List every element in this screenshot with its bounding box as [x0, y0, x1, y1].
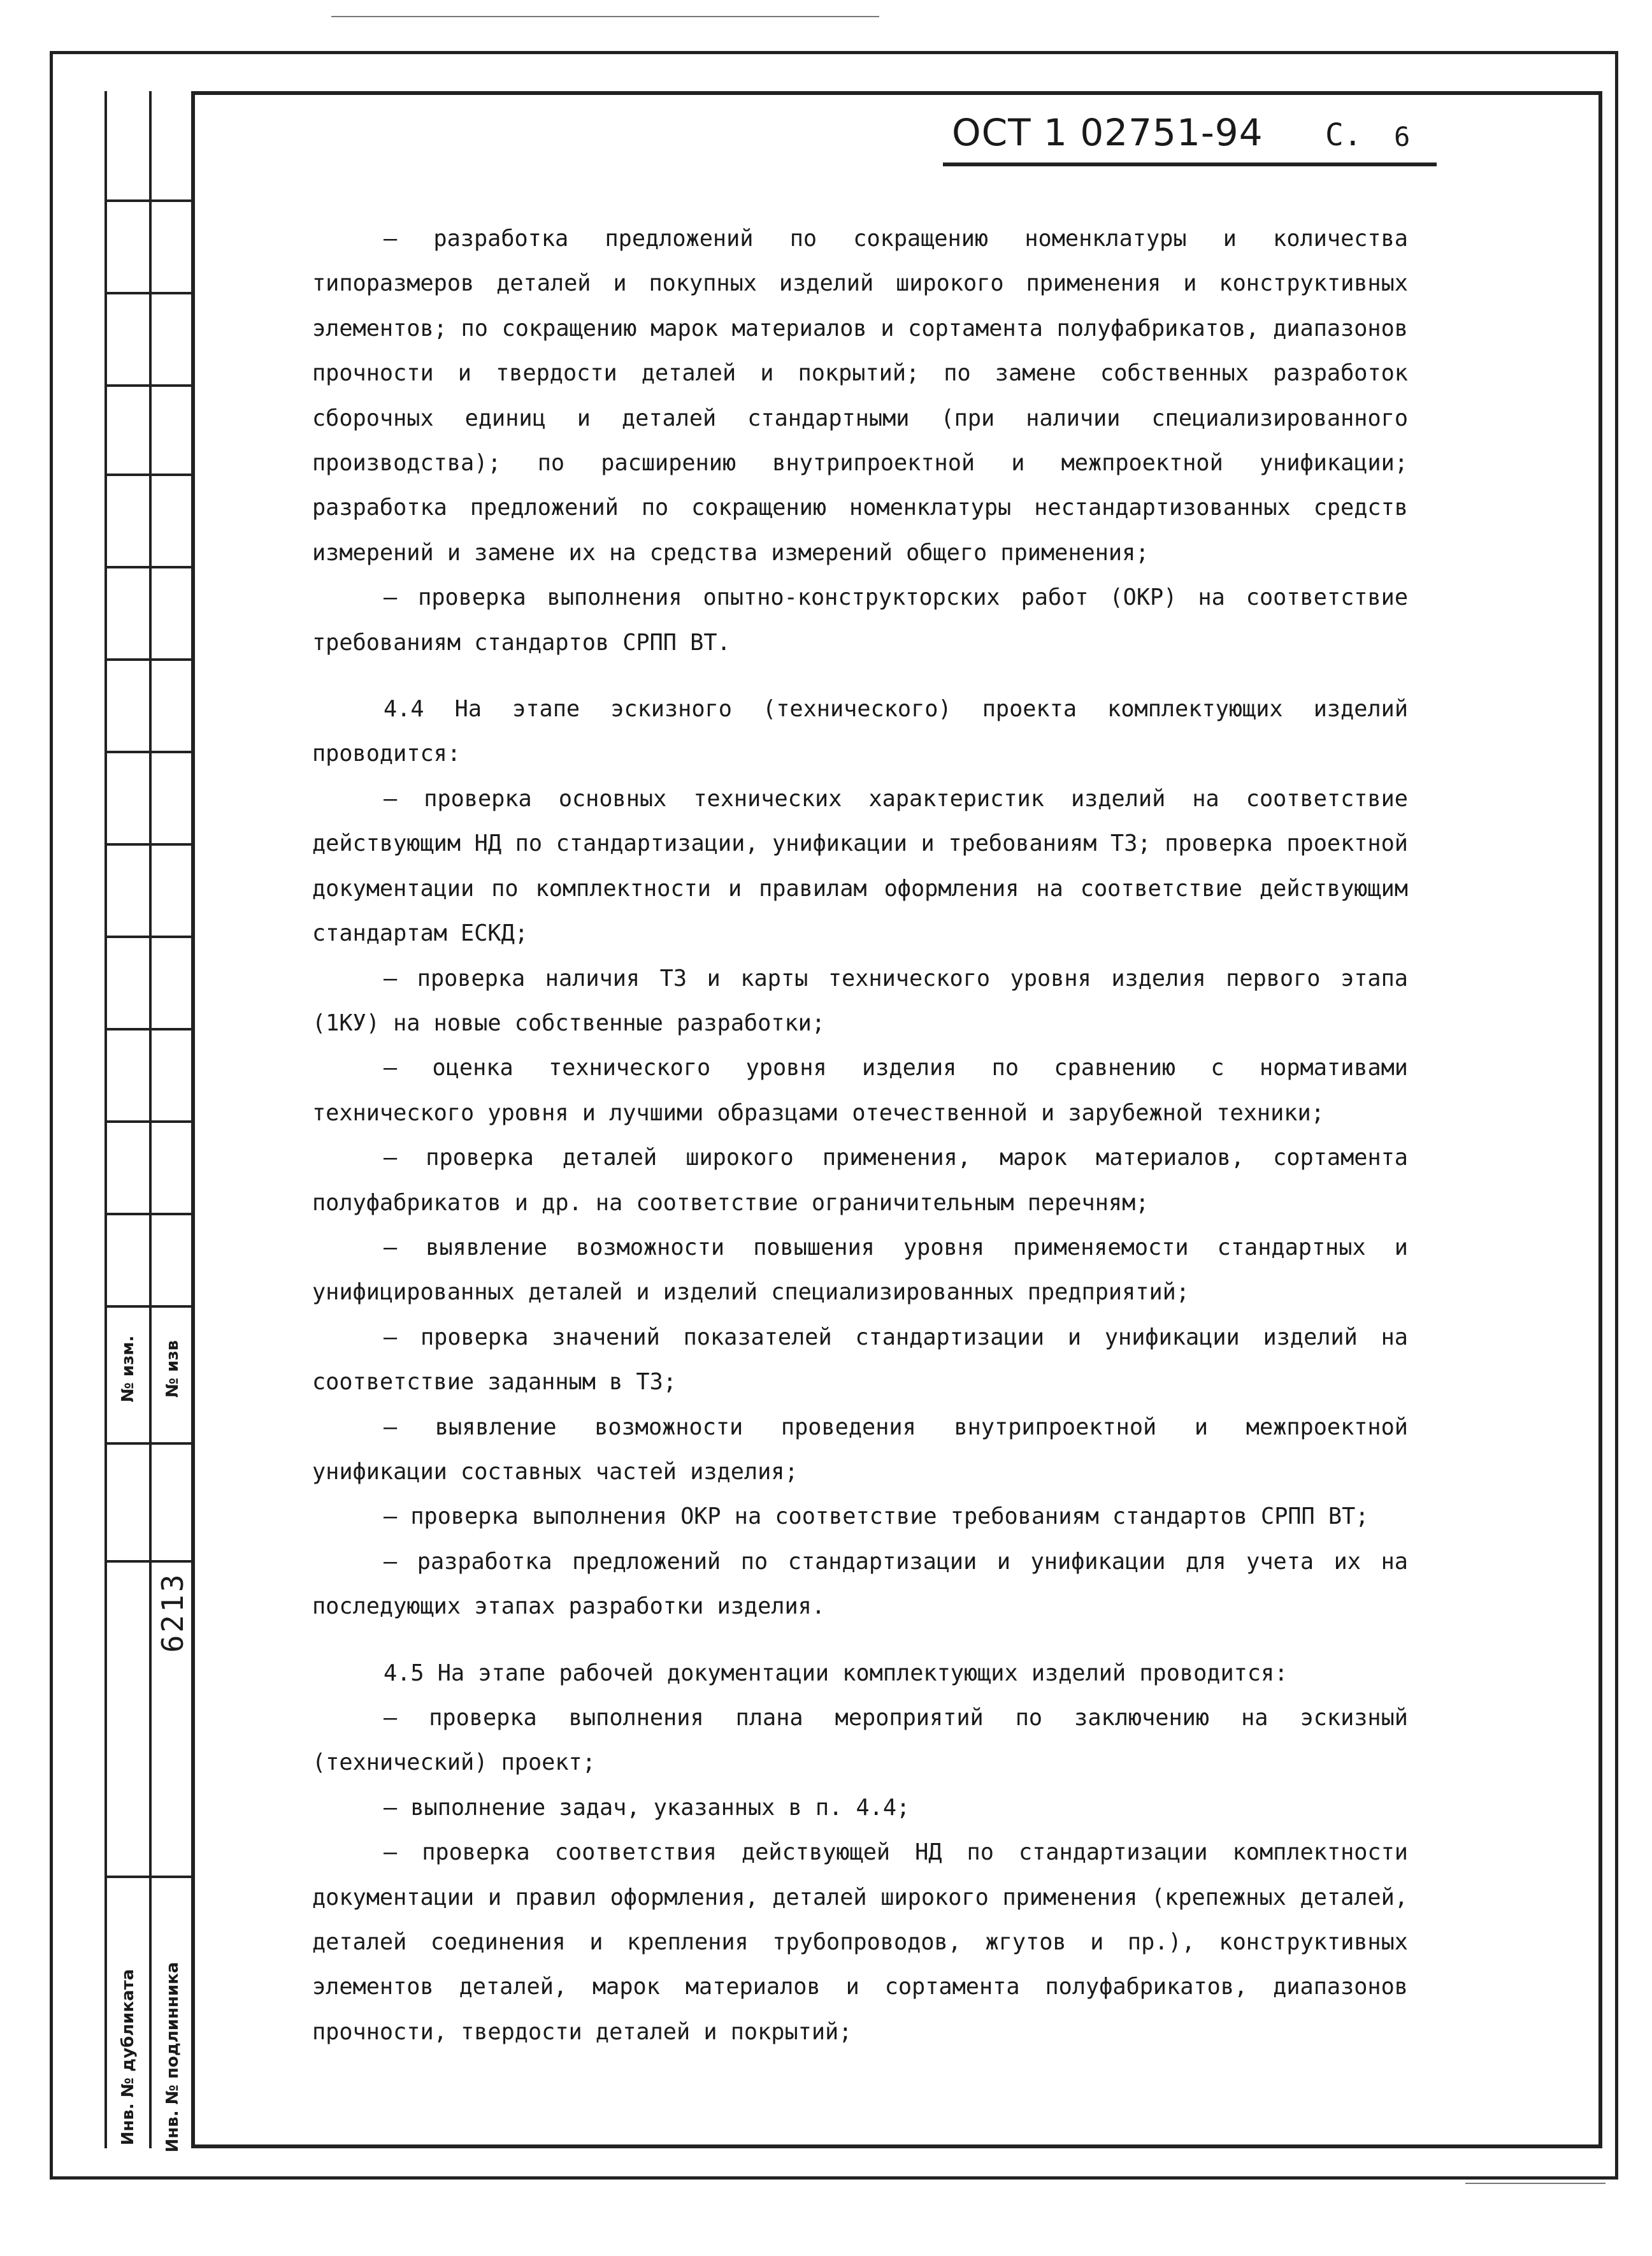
paragraph: – выполнение задач, указанных в п. 4.4; — [384, 1794, 910, 1821]
clause-4-4-heading: 4.4 На этапе эскизного (технического) проекта комплектующих изделий проводится: — [312, 696, 1408, 767]
paragraph: – проверка значений показателей стандартизации и унификации изделий на соответствие заданным в ТЗ; — [312, 1324, 1408, 1396]
paragraph: – проверка наличия ТЗ и карты технического уровня изделия первого этапа (1КУ) на новые собственные разработки; — [312, 965, 1408, 1036]
original-inv-number: 6213 — [155, 1572, 190, 1653]
paragraph: – проверка соответствия действующей НД по стандартизации комплектности документации и правил оформления, деталей широкого применения (крепежных деталей, деталей соединения и крепления трубопроводов, жгутов и пр.), конструктивных элементов деталей, марок материалов и сортамента полуфабрикатов, диапазонов прочности, твердости деталей и покрытий; — [312, 1839, 1408, 2045]
notice-no-label: № изв — [163, 1340, 182, 1398]
margin-column-2 — [149, 91, 194, 2153]
paragraph: – проверка выполнения опытно-конструкторских работ (ОКР) на соответствие требованиям стандартов СРПП ВТ. — [312, 584, 1408, 656]
paragraph: – разработка предложений по сокращению номенклатуры и количества типоразмеров деталей и покупных изделий широкого применения и конструктивных элементов; по сокращению марок материалов и сортамента полуфабрикатов, диапазонов прочности и твердости деталей и покрытий; по замене собственных разработок сборочных единиц и деталей стандартными (при наличии специализированного производства); по расширению внутрипроектной и межпроектной унификации; разработка предложений по сокращению номенклатуры нестандартизованных средств измерений и замене их на средства измерений общего применения; — [312, 226, 1408, 566]
page-label: С. — [1325, 117, 1362, 153]
paragraph: – разработка предложений по стандартизации и унификации для учета их на последующих этапах разработки изделия. — [312, 1548, 1408, 1620]
scan-line-bottom — [1465, 2183, 1605, 2184]
margin-stamp-strip — [104, 91, 195, 2153]
change-no-label: № изм. — [119, 1335, 138, 1403]
paragraph: – проверка деталей широкого применения, марок материалов, сортамента полуфабрикатов и др. на соответствие ограничительным перечням; — [312, 1145, 1408, 1216]
paragraph: – проверка основных технических характеристик изделий на соответствие действующим НД по стандартизации, унификации и требованиям ТЗ; проверка проектной документации по комплектности и правилам оформления на соответствие действующим стандартам ЕСКД; — [312, 785, 1408, 947]
clause-4-5-heading: 4.5 На этапе рабочей документации комплектующих изделий проводится: — [384, 1659, 1288, 1686]
paragraph: – проверка выполнения плана мероприятий по заключению на эскизный (технический) проект; — [312, 1705, 1408, 1776]
body-text — [312, 217, 1408, 2055]
original-inv-label: Инв. № подлинника — [163, 1962, 182, 2153]
paragraph: – проверка выполнения ОКР на соответствие требованиям стандартов СРПП ВТ; — [384, 1503, 1369, 1530]
paragraph: – оценка технического уровня изделия по сравнению с нормативами технического уровня и лучшими образцами отечественной и зарубежной техники; — [312, 1055, 1408, 1126]
scan-line-top — [331, 16, 879, 17]
document-code: ОСТ 1 02751-94 — [952, 111, 1263, 154]
page-number: 6 — [1394, 121, 1411, 152]
duplicate-inv-label: Инв. № дубликата — [119, 1969, 138, 2146]
paragraph: – выявление возможности проведения внутрипроектной и межпроектной унификации составных частей изделия; — [312, 1414, 1408, 1485]
page-header — [943, 108, 1437, 166]
margin-column-1 — [104, 91, 149, 2148]
paragraph: – выявление возможности повышения уровня применяемости стандартных и унифицированных деталей и изделий специализированных предприятий; — [312, 1234, 1408, 1306]
